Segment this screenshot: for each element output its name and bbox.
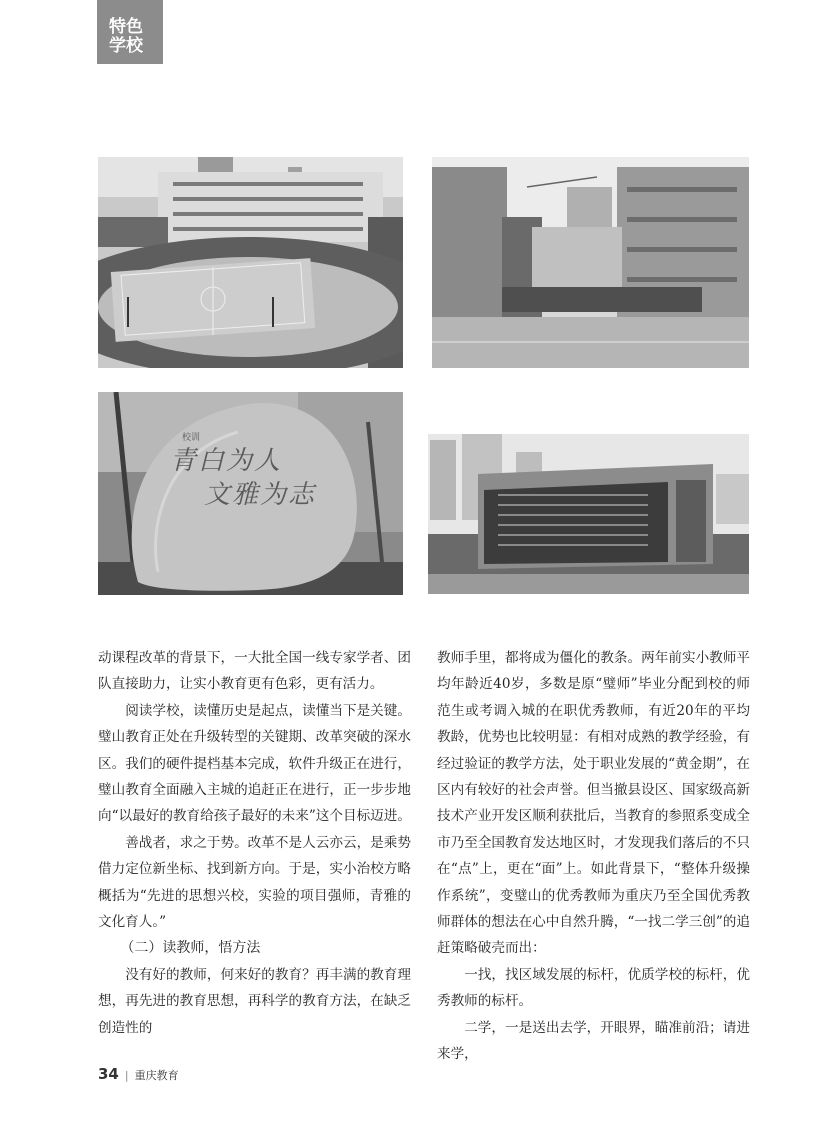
body-paragraph: 二学，一是送出去学，开眼界，瞄准前沿；请进来学， (437, 1019, 750, 1063)
body-paragraph: 教师手里，都将成为僵化的教条。两年前实小教师平均年龄近40岁，多数是原“璧师”毕业分配到校的师范生或考调入城的在职优秀教师，有近20年的平均教龄，优势也比较明显：有相对成熟的教学经验，有经过验证的教学方法，处于职业发展的“黄金期”，在区内有较好的社会声誉。但当撤县设区、国家级高新技术产业开发区顺利获批后，当教育的参照系变成全市乃至全国教育发达地区时，才发现我们落后的不只在“点”上，更在“面”上。如此背景下，“整体升级操作系统”，变璧山的优秀教师为重庆乃至全国优秀教师群体的想法在心中自然升腾，“一找二学三创”的追赶策略破壳而出： (437, 650, 750, 957)
motto-line2: 文雅为志 (204, 480, 317, 510)
body-paragraph: 阅读学校，读懂历史是起点，读懂当下是关键。璧山教育正处在升级转型的关键期、改革突破的深水区。我们的硬件提档基本完成，软件升级正在进行，璧山教育全面融入主城的追赶正在进行，正一步步地向“以最好的教育给孩子最好的未来”这个目标迈进。 (98, 702, 411, 825)
subheading: （二）读教师，悟方法 (120, 940, 261, 957)
body-paragraph: 善战者，求之于势。改革不是人云亦云，是乘势借力定位新坐标、找到新方向。于是，实小治校方略概括为“先进的思想兴校，实验的项目强师，青雅的文化育人。” (98, 834, 411, 931)
inscription-wall-photo (428, 434, 749, 594)
section-tag-line1: 特色 (109, 17, 143, 37)
magazine-name: 重庆教育 (134, 1069, 179, 1082)
body-paragraph: 动课程改革的背景下，一大批全国一线专家学者、团队直接助力，让实小教育更有色彩，更有活力。 (98, 650, 411, 693)
motto-line1: 青白为人 (170, 446, 283, 476)
footer-separator: | (124, 1069, 129, 1082)
motto-small-label: 校训 (182, 433, 201, 443)
school-gate-photo (432, 157, 749, 368)
body-paragraph: 一找，找区域发展的标杆，优质学校的标杆，优秀教师的标杆。 (437, 966, 750, 1010)
right-column (437, 645, 750, 1068)
page-number: 34 (98, 1065, 119, 1083)
motto-stone-photo (98, 392, 403, 595)
left-column (98, 645, 411, 1041)
page-footer (98, 1064, 179, 1083)
campus-aerial-photo (98, 157, 403, 368)
body-paragraph: 没有好的教师，何来好的教育？再丰满的教育理想，再先进的教育思想，再科学的教育方法，在缺乏创造性的 (98, 966, 411, 1036)
section-tag (97, 0, 163, 64)
section-tag-line2: 学校 (109, 36, 143, 56)
